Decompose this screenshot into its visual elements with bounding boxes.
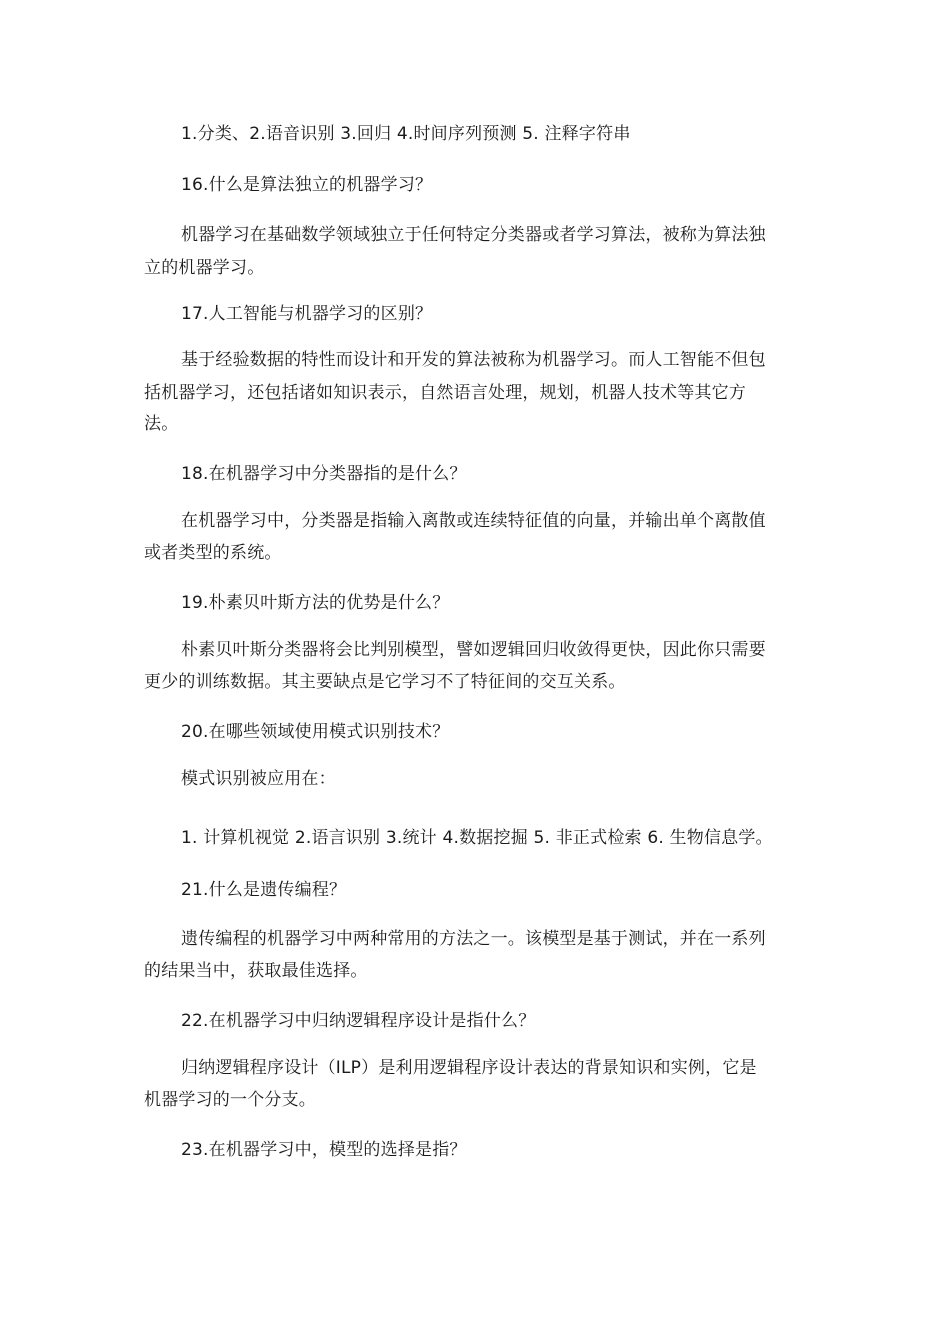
question-23: 23.在机器学习中，模型的选择是指？ bbox=[181, 1140, 467, 1160]
list-line-tasks: 1.分类、2.语音识别 3.回归 4.时间序列预测 5. 注释字符串 bbox=[181, 124, 631, 144]
answer-18-line-1: 在机器学习中，分类器是指输入离散或连续特征值的向量，并输出单个离散值 bbox=[181, 511, 766, 531]
answer-16-line-2: 立的机器学习。 bbox=[144, 258, 265, 278]
question-18: 18.在机器学习中分类器指的是什么？ bbox=[181, 464, 467, 484]
question-20: 20.在哪些领域使用模式识别技术？ bbox=[181, 722, 450, 742]
answer-21-line-2: 的结果当中，获取最佳选择。 bbox=[144, 961, 368, 981]
question-17: 17.人工智能与机器学习的区别？ bbox=[181, 304, 433, 324]
question-19: 19.朴素贝叶斯方法的优势是什么？ bbox=[181, 593, 450, 613]
answer-16-line-1: 机器学习在基础数学领域独立于任何特定分类器或者学习算法，被称为算法独 bbox=[181, 225, 766, 245]
list-line-fields: 1. 计算机视觉 2.语言识别 3.统计 4.数据挖掘 5. 非正式检索 6. 生物信息学。 bbox=[181, 828, 773, 848]
question-22: 22.在机器学习中归纳逻辑程序设计是指什么？ bbox=[181, 1011, 536, 1031]
answer-19-line-2: 更少的训练数据。其主要缺点是它学习不了特征间的交互关系。 bbox=[144, 672, 626, 692]
answer-19-line-1: 朴素贝叶斯分类器将会比判别模型，譬如逻辑回归收敛得更快，因此你只需要 bbox=[181, 640, 766, 660]
answer-17-line-3: 法。 bbox=[144, 414, 179, 434]
answer-18-line-2: 或者类型的系统。 bbox=[144, 543, 282, 563]
answer-22-line-2: 机器学习的一个分支。 bbox=[144, 1090, 316, 1110]
question-16: 16.什么是算法独立的机器学习？ bbox=[181, 175, 433, 195]
answer-17-line-1: 基于经验数据的特性而设计和开发的算法被称为机器学习。而人工智能不但包 bbox=[181, 350, 766, 370]
answer-21-line-1: 遗传编程的机器学习中两种常用的方法之一。该模型是基于测试，并在一系列 bbox=[181, 929, 766, 949]
answer-20-intro: 模式识别被应用在： bbox=[181, 769, 336, 789]
question-21: 21.什么是遗传编程？ bbox=[181, 880, 347, 900]
answer-22-line-1: 归纳逻辑程序设计（ILP）是利用逻辑程序设计表达的背景知识和实例，它是 bbox=[181, 1058, 757, 1078]
answer-17-line-2: 括机器学习，还包括诸如知识表示，自然语言处理，规划，机器人技术等其它方 bbox=[144, 383, 746, 403]
